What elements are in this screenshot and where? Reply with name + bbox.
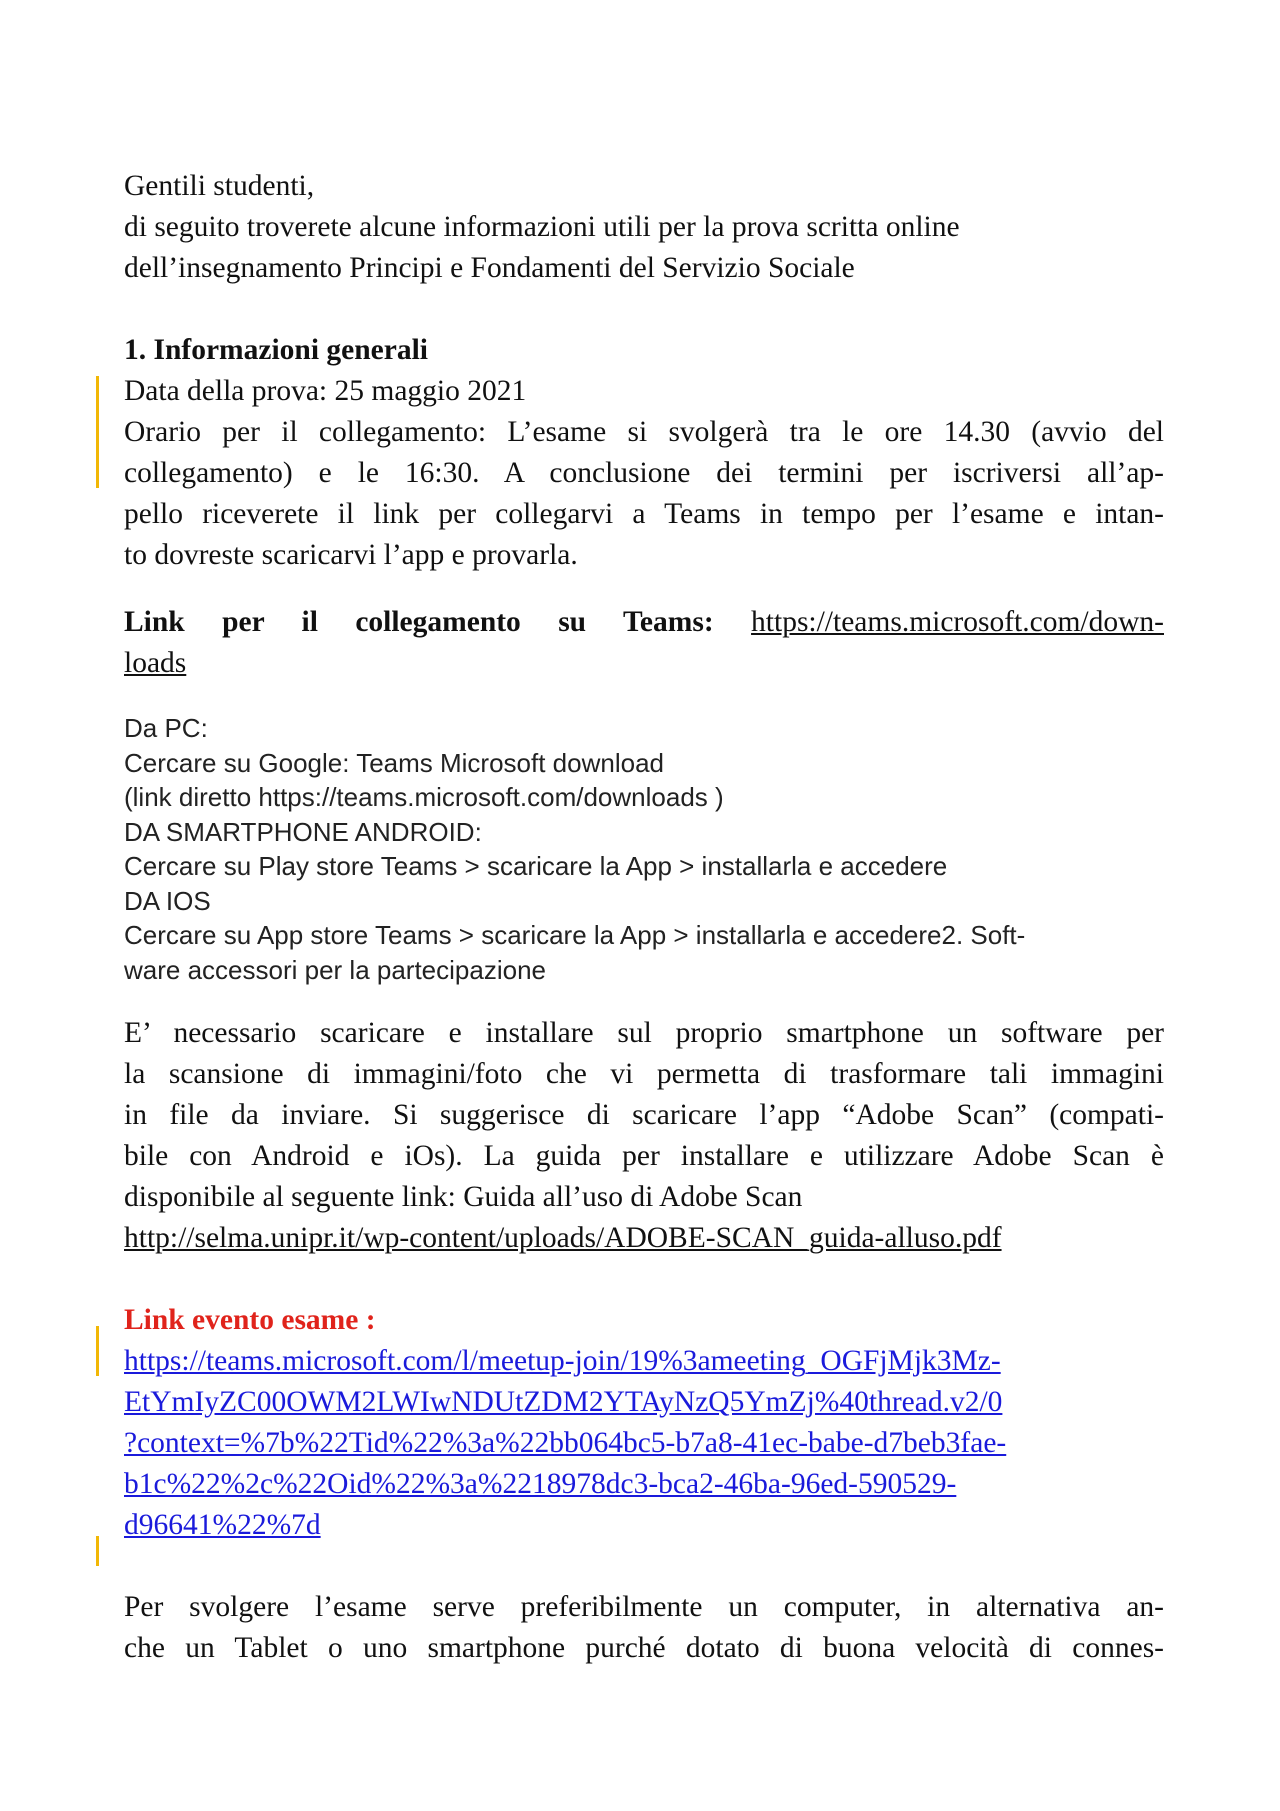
section-heading: 1. Informazioni generali	[124, 334, 428, 366]
scan-line: E’ necessario scaricare e installare sul proprio smartphone un software per	[124, 1017, 1164, 1049]
schedule-line: pello riceverete il link per collegarvi a Teams in tempo per l’esame e intan-	[124, 498, 1164, 530]
schedule-line: Orario per il collegamento: L’esame si svolgerà tra le ore 14.30 (avvio del	[124, 416, 1164, 448]
exam-event-link[interactable]: ?context=%7b%22Tid%22%3a%22bb064bc5-b7a8-41ec-babe-d7beb3fae-	[124, 1427, 1007, 1459]
scan-line: la scansione di immagini/foto che vi permetta di trasformare tali immagini	[124, 1058, 1164, 1090]
closing-line: Per svolgere l’esame serve preferibilmente un computer, in alternativa an-	[124, 1591, 1164, 1623]
instruction-line: DA SMARTPHONE ANDROID:	[124, 816, 482, 847]
scan-line: in file da inviare. Si suggerisce di scaricare l’app “Adobe Scan” (compati-	[124, 1099, 1164, 1131]
instruction-line: Cercare su Google: Teams Microsoft download	[124, 747, 664, 778]
intro-line: di seguito troverete alcune informazioni utili per la prova scritta online	[124, 211, 960, 243]
teams-download-link[interactable]: https://teams.microsoft.com/down-	[751, 606, 1164, 638]
document-body	[124, 166, 1164, 1669]
closing-line: che un Tablet o uno smartphone purché dotato di buona velocità di connes-	[124, 1632, 1164, 1664]
exam-event-label: Link evento esame :	[124, 1304, 376, 1336]
teams-link-label: Link per il collegamento su Teams:	[124, 606, 714, 638]
instruction-line: DA IOS	[124, 885, 211, 916]
instruction-line: Da PC:	[124, 713, 208, 743]
exam-event-link[interactable]: EtYmIyZC00OWM2LWIwNDUtZDM2YTAyNzQ5YmZj%40thread.v2/0	[124, 1386, 1003, 1418]
schedule-line: to dovreste scaricarvi l’app e provarla.	[124, 539, 578, 571]
intro-line: dell’insegnamento Principi e Fondamenti del Servizio Sociale	[124, 252, 855, 284]
instruction-line: ware accessori per la partecipazione	[124, 954, 546, 985]
greeting: Gentili studenti,	[124, 170, 315, 202]
exam-event-section	[124, 1300, 1164, 1546]
greeting-block	[124, 166, 1164, 289]
exam-event-link[interactable]: d96641%22%7d	[124, 1509, 321, 1541]
scan-software-section	[124, 1013, 1164, 1259]
adobe-scan-guide-link[interactable]: http://selma.unipr.it/wp-content/uploads/ADOBE-SCAN_guida-alluso.pdf	[124, 1222, 1002, 1254]
closing-paragraph	[124, 1587, 1164, 1669]
instruction-line: (link diretto https://teams.microsoft.com/downloads )	[124, 782, 724, 812]
scan-line: disponibile al seguente link: Guida all’uso di Adobe Scan	[124, 1181, 803, 1213]
section-general-info	[124, 330, 1164, 576]
instruction-line: Cercare su Play store Teams > scaricare la App > installarla e accedere	[124, 851, 948, 881]
exam-event-link[interactable]: b1c%22%2c%22Oid%22%3a%2218978dc3-bca2-46ba-96ed-590529-	[124, 1468, 957, 1500]
margin-marker	[96, 1536, 99, 1566]
teams-link-line	[124, 602, 1164, 643]
teams-download-link-cont[interactable]: loads	[124, 647, 187, 679]
download-instructions	[124, 711, 1164, 987]
exam-event-link[interactable]: https://teams.microsoft.com/l/meetup-join/19%3ameeting_OGFjMjk3Mz-	[124, 1345, 1001, 1377]
teams-link-block	[124, 602, 1164, 684]
margin-marker	[96, 376, 99, 488]
margin-marker	[96, 1326, 99, 1376]
scan-line: bile con Android e iOs). La guida per installare e utilizzare Adobe Scan è	[124, 1140, 1164, 1172]
instruction-line: Cercare su App store Teams > scaricare la App > installarla e accedere2. Soft-	[124, 920, 1026, 950]
schedule-line: collegamento) e le 16:30. A conclusione dei termini per iscriversi all’ap-	[124, 457, 1164, 489]
exam-date: Data della prova: 25 maggio 2021	[124, 375, 527, 407]
